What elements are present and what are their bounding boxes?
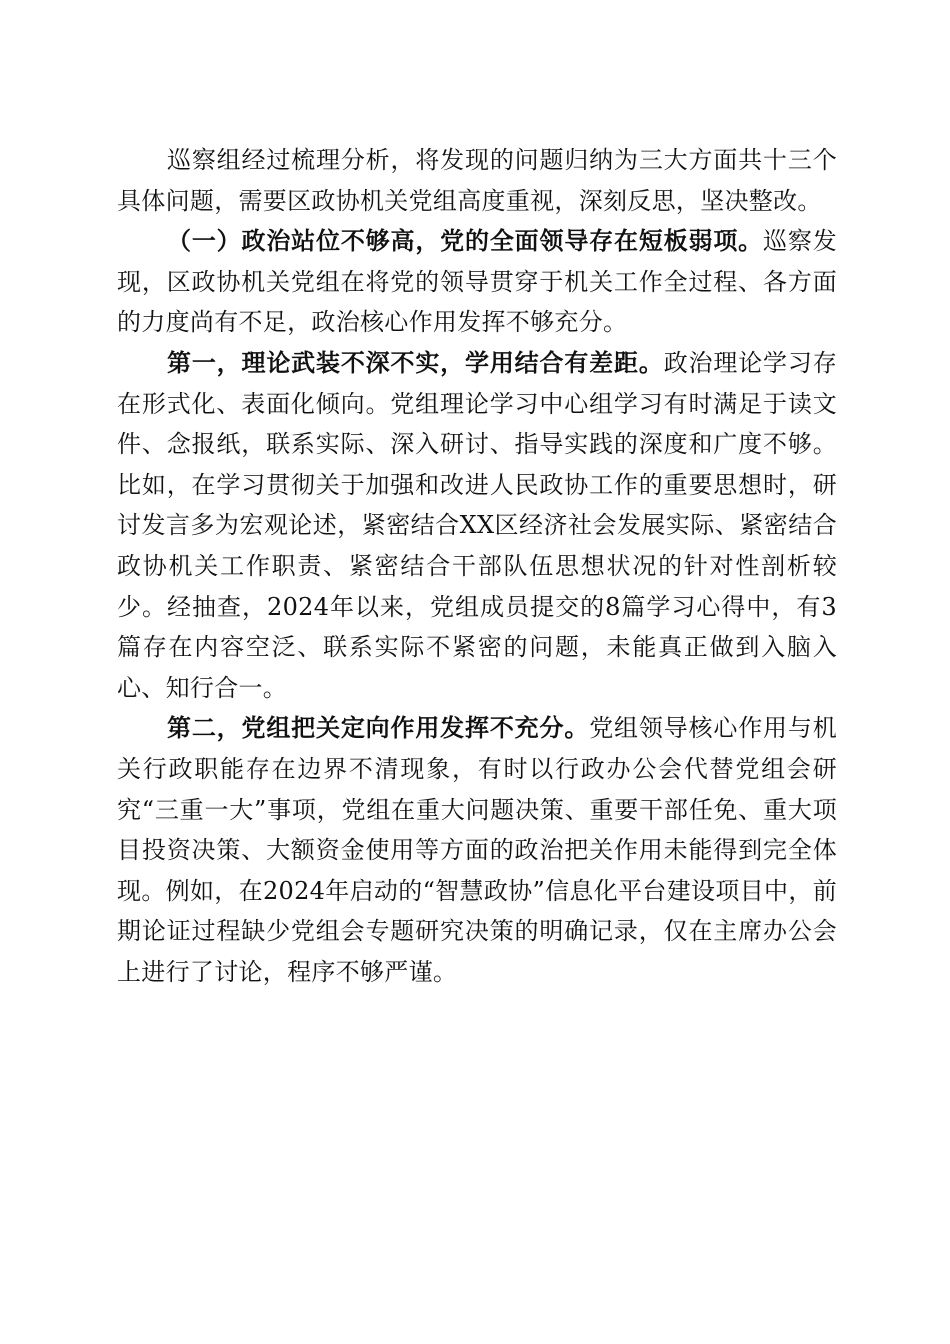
paragraph-body: 巡察组经过梳理分析，将发现的问题归纳为三大方面共十三个具体问题，需要区政协机关党组高度重视，深刻反思，坚决整改。 [117, 146, 837, 215]
paragraph-point-1 [117, 343, 837, 708]
document-page [117, 140, 837, 992]
point-heading: 第一，理论武装不深不实，学用结合有差距。 [167, 347, 664, 377]
paragraph-body: 巡察发现，区政协机关党组在将党的领导贯穿于机关工作全过程、各方面的力度尚有不足，政治核心作用发挥不够充分。 [117, 227, 837, 337]
point-heading: 第二，党组把关定向作用发挥不充分。 [167, 713, 590, 743]
paragraph-section-1 [117, 221, 837, 343]
section-heading: （一）政治站位不够高，党的全面领导存在短板弱项。 [167, 226, 764, 256]
paragraph-body: 政治理论学习存在形式化、表面化倾向。党组理论学习中心组学习有时满足于读文件、念报纸，联系实际、深入研讨、指导实践的深度和广度不够。比如，在学习贯彻关于加强和改进人民政协工作的重要思想时，研讨发言多为宏观论述，紧密结合XX区经济社会发展实际、紧密结合政协机关工作职责、紧密结合干部队伍思想状况的针对性剖析较少。经抽查，2024年以来，党组成员提交的8篇学习心得中，有3篇存在内容空泛、联系实际不紧密的问题，未能真正做到入脑入心、知行合一。 [117, 348, 837, 702]
paragraph-intro [117, 140, 837, 221]
paragraph-point-2 [117, 708, 837, 992]
paragraph-body: 党组领导核心作用与机关行政职能存在边界不清现象，有时以行政办公会代替党组会研究“三重一大”事项，党组在重大问题决策、重要干部任免、重大项目投资决策、大额资金使用等方面的政治把关作用未能得到完全体现。例如，在2024年启动的“智慧政协”信息化平台建设项目中，前期论证过程缺少党组会专题研究决策的明确记录，仅在主席办公会上进行了讨论，程序不够严谨。 [117, 714, 837, 986]
